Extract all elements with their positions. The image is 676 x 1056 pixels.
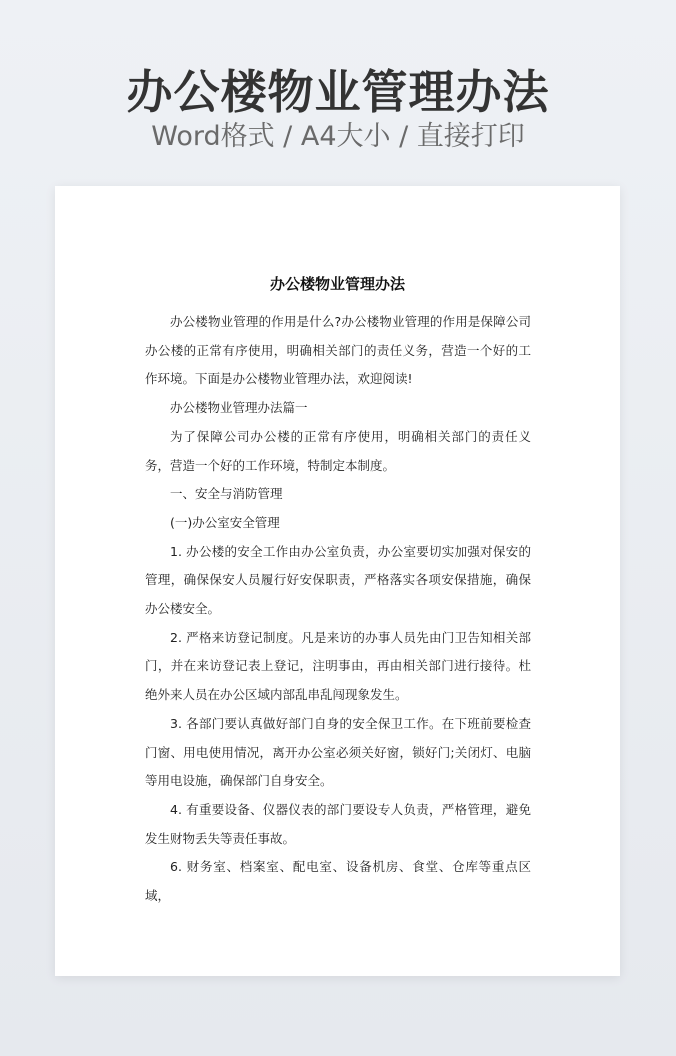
page-title: 办公楼物业管理办法 [126, 65, 550, 119]
paragraph-item-6: 6. 财务室、档案室、配电室、设备机房、食堂、仓库等重点区域， [145, 859, 531, 904]
paragraph-item-4: 4. 有重要设备、仪器仪表的部门要设专人负责，严格管理，避免发生财物丢失等责任事故。 [145, 801, 531, 846]
paragraph-section-name: 办公楼物业管理办法篇一 [170, 400, 308, 416]
document-title: 办公楼物业管理办法 [269, 275, 405, 293]
document-page [55, 186, 620, 976]
heading-safety-fire: 一、安全与消防管理 [170, 486, 283, 502]
page-subtitle: Word格式 / A4大小 / 直接打印 [151, 121, 525, 152]
paragraph-item-3: 3. 各部门要认真做好部门自身的安全保卫工作。在下班前要检查门窗、用电使用情况，离开办公室必须关好窗，锁好门;关闭灯、电脑等用电设施，确保部门自身安全。 [145, 715, 531, 789]
document-body [145, 308, 531, 911]
paragraph-item-2: 2. 严格来访登记制度。凡是来访的办事人员先由门卫告知相关部门，并在来访登记表上登记，注明事由，再由相关部门进行接待。杜绝外来人员在办公区域内部乱串乱闯现象发生。 [145, 629, 531, 703]
paragraph-intro: 办公楼物业管理的作用是什么?办公楼物业管理的作用是保障公司办公楼的正常有序使用，明确相关部门的责任义务，营造一个好的工作环境。下面是办公楼物业管理办法，欢迎阅读! [145, 314, 531, 387]
paragraph-item-1: 1. 办公楼的安全工作由办公室负责，办公室要切实加强对保安的管理，确保保安人员履行好安保职责，严格落实各项安保措施，确保办公楼安全。 [145, 543, 531, 617]
paragraph-purpose: 为了保障公司办公楼的正常有序使用，明确相关部门的责任义务，营造一个好的工作环境，特制定本制度。 [145, 428, 531, 473]
heading-office-safety: (一)办公室安全管理 [170, 514, 280, 530]
